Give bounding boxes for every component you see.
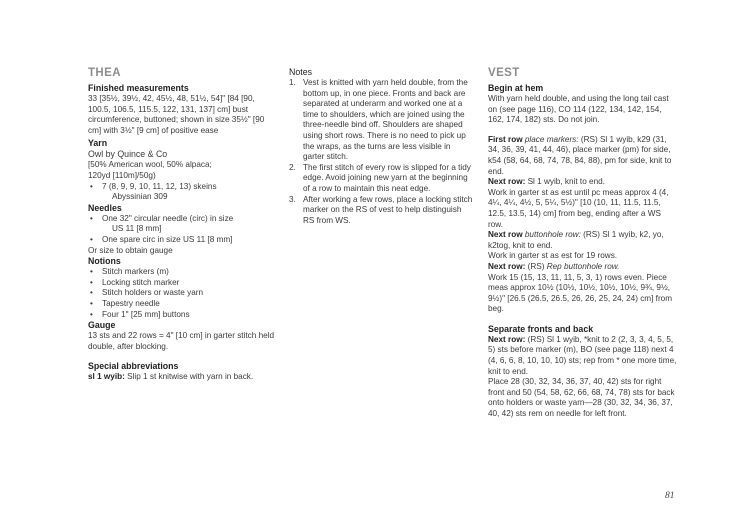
yarn-color: Abyssinian 309 [112, 192, 168, 202]
buttonhole-label: Next row [488, 230, 525, 240]
yarn-fiber: [50% American wool, 50% alpaca; [88, 160, 212, 170]
page-number: 81 [665, 491, 675, 501]
place-instruction: Place 28 (30, 32, 34, 36, 37, 40, 42) sts for right front and 50 (54, 58, 62, 66, 68, 74, 78) sts for back onto holders or waste yarn—28 (30, 32, 34, 36, 37, 40, 42) sts rem on needle for left front. [488, 377, 675, 419]
pattern-title: THEA [88, 67, 121, 79]
notion-item: • Locking stitch marker [88, 278, 278, 289]
note-number: 2. [289, 162, 296, 172]
needle-1-text: One 32" circular needle (circ) in size [102, 213, 234, 223]
yarn-skeins-text: 7 (8, 9, 9, 10, 11, 12, 13) skeins [102, 181, 217, 191]
section-title: VEST [488, 67, 520, 79]
first-row-italic: place markers: [524, 134, 579, 144]
notions-heading: Notions [88, 256, 121, 267]
notes-column [289, 67, 473, 226]
note-text: After working a few rows, place a locking stitch marker on the RS of vest to help distinguish RS from WS. [303, 194, 473, 225]
note-item [289, 195, 473, 227]
yarn-skeins [88, 182, 278, 193]
separate-heading: Separate fronts and back [488, 323, 594, 334]
yarn-weight: 120yd [110m]/50g) [88, 170, 156, 180]
notions-list [88, 267, 278, 320]
next-row-label: Next row: [488, 177, 526, 187]
note-item [289, 163, 473, 195]
vest-column [488, 67, 678, 420]
abbreviation-definition: Slip 1 st knitwise with yarn in back. [124, 372, 254, 382]
left-column [88, 67, 278, 383]
hem-text: With yarn held double, and using the long tail cast on (see page 116), CO 114 (122, 134, 142, 154, 162, 174, 182) sts. Do not join. [488, 94, 669, 125]
buttonhole-instruction [488, 230, 678, 251]
note-text: The first stitch of every row is slipped for a tidy edge. Avoid joining new yarn at the beginning of a row to maintain this neat edge. [303, 162, 471, 193]
notes-list [289, 78, 473, 226]
needles-heading: Needles [88, 202, 122, 213]
work-rows-instruction: Work in garter st as est for 19 rows. [488, 251, 618, 261]
first-row-label: First row [488, 134, 525, 144]
abbreviation-term: sl 1 wyib: [88, 372, 125, 382]
repeat-row-label: Next row: [488, 261, 526, 271]
next-row-instruction [488, 177, 678, 188]
buttonhole-italic: buttonhole row: [524, 230, 581, 240]
finished-measurements-text: 33 [35½, 39½, 42, 45½, 48, 51½, 54]" [84 [90, 100.5, 106.5, 115.5, 122, 131, 137] cm] bust circumference, buttoned; shown in size 35½" [90 cm] with 3½" [9 cm] of positive ease [88, 94, 265, 135]
repeat-row-instruction [488, 262, 678, 273]
notion-item: • Four 1" [25 mm] buttons [88, 310, 278, 321]
finished-measurements-heading: Finished measurements [88, 83, 189, 93]
work-even-instruction: Work 15 (15, 13, 11, 11, 5, 3, 1) rows even. Piece meas approx 10½ (10½, 10½, 10½, 10½, 9¾, 9½, 9½)" [26.5 (26.5, 26.5, 26, 26, 25, 24, 24) cm] from beg. [488, 272, 673, 314]
needle-item-1 [88, 214, 278, 225]
notion-item: • Stitch holders or waste yarn [88, 288, 278, 299]
gauge-heading: Gauge [88, 320, 116, 331]
yarn-name: Owl by Quince & Co [88, 149, 168, 160]
hem-heading: Begin at hem [488, 83, 544, 93]
note-number: 1. [289, 78, 296, 87]
needle-1-size: US 11 [8 mm] [112, 224, 162, 234]
yarn-heading: Yarn [88, 138, 108, 149]
note-text: Vest is knitted with yarn held double, from the bottom up, in one piece. Fronts and back are separated at underarm and worked one at a time to shoulders, which are joined using the three-needle bind off. Shoulders are shaped using short rows. There is no need to pick up the wraps, as the turns are less visible in garter stitch. [303, 78, 468, 162]
needles-list-2 [88, 235, 278, 246]
notion-item: • Stitch markers (m) [88, 267, 278, 278]
needle-2-text: One spare circ in size US 11 [8 mm] [102, 234, 233, 244]
note-number: 3. [289, 194, 296, 204]
repeat-row-prefix: (RS) [525, 261, 547, 271]
notes-heading: Notes [289, 67, 312, 77]
garter-instruction: Work in garter st as est until pc meas approx 4 (4, 4¼, 4¼, 4½, 5, 5¼, 5½)" [10 (10, 11, 11.5, 11.5, 12.5, 13.5, 14) cm] from beg, ending after a WS row. [488, 187, 669, 229]
next-row-text: Sl 1 wyib, knit to end. [525, 177, 605, 187]
separate-text: (RS) Sl 1 wyib, *knit to 2 (2, 3, 3, 4, 5, 5, 5) sts before marker (m), BO (see page 118) next 4 (4, 6, 6, 8, 10, 10, 10) sts; rep from * one more time, knit to end. [488, 334, 677, 376]
buttonhole-text: (RS) Sl 1 wyib, k2, yo, k2tog, knit to end. [488, 230, 664, 250]
first-row-text: (RS) Sl 1 wyib, k29 (31, 34, 36, 39, 41, 44, 46), place marker (pm) for side, k54 (58, 64, 68, 74, 78, 84, 88), pm for side, knit to end. [488, 134, 672, 176]
needle-item-2 [88, 235, 278, 246]
separate-instruction [488, 335, 678, 377]
yarn-list [88, 182, 278, 193]
separate-label: Next row: [488, 334, 526, 344]
needle-gauge-note: Or size to obtain gauge [88, 245, 173, 255]
abbreviation-entry [88, 372, 278, 383]
first-row-instruction [488, 135, 678, 177]
repeat-row-italic: Rep buttonhole row. [546, 261, 620, 271]
note-item [289, 78, 473, 163]
needles-list [88, 214, 278, 225]
gauge-text: 13 sts and 22 rows = 4" [10 cm] in garter stitch held double, after blocking. [88, 331, 275, 351]
abbreviations-heading: Special abbreviations [88, 361, 179, 372]
notion-item: • Tapestry needle [88, 299, 278, 310]
